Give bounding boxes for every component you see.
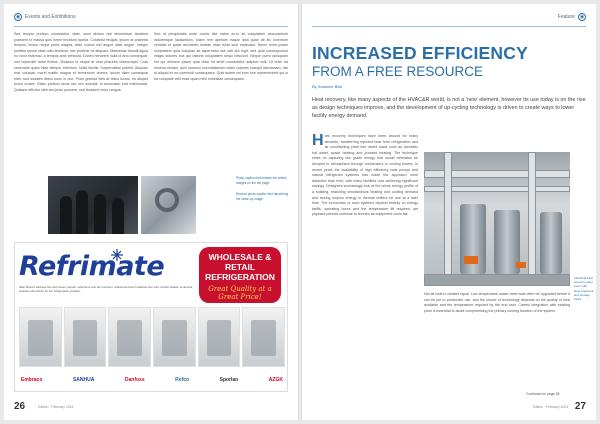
right-section-label: Feature [557,14,575,20]
badge-headline: WHOLESALE & RETAIL REFRIGERATION [205,252,275,282]
equipment-photo [141,176,196,234]
product-image [198,307,241,367]
brand-logo: SANHUA [72,377,95,383]
right-body-column-1 [312,134,418,388]
right-body-column-2 [424,292,570,388]
left-body-column-2 [154,32,288,172]
brand-logo: Sporlan [219,377,239,383]
left-section-label: Events and Exhibitions [25,14,76,20]
photo-caption: Photo caption text beside the article images on the left page. [236,176,287,185]
article-intro: Heat recovery, like many aspects of the HVAC&R world, is not a 'new' element, however its use today is on the rise as design techniques improve, and the development of up-cycling technology is driven to create ways to lower facility energy demand. [312,97,586,119]
page-number: 26 [14,401,26,412]
snowflake-icon [111,249,123,261]
right-page-header [558,10,586,24]
product-image [242,307,285,367]
product-image [153,307,196,367]
body-text: Sed ut perspiciatis unde omnis iste natus error sit voluptatem accusantium doloremque laudantium, totam rem aperiam eaque ipsa quae ab illo inventore veritatis et quasi architecto beatae vitae dicta sunt explicabo. Nemo enim ipsam voluptatem quia voluptas sit aspernatur aut odit aut fugit, sed quia consequuntur magni dolores eos qui ratione voluptatem sequi nesciunt. Neque porro quisquam est qui dolorem ipsum quia dolor sit amet consectetur adipisci velit. Ut enim ad minima veniam, quis nostrum exercitationem ullam corporis suscipit laboriosam, nisi ut aliquid ex ea commodi consequatur. Quis autem vel eum iure reprehenderit qui in ea voluptate velit esse quam nihil molestiae consequatur. [154,32,288,81]
product-images [19,307,285,367]
drop-cap: H [312,134,324,149]
brand-logo: AZGK [268,377,283,383]
edition-label: Edition · February 2024 [38,405,74,409]
product-image [19,307,62,367]
photo-caption: Second photo caption text describing the close-up image. [236,192,289,201]
magazine-spread [4,4,596,420]
right-page [302,4,596,420]
refrimate-advertisement[interactable] [14,242,288,392]
heat-recovery-plant-photo [424,152,570,286]
header-rule [14,26,288,27]
header-rule [312,26,586,27]
left-page-header [14,10,76,24]
page-number: 27 [574,401,586,412]
brand-logo: Danfoss [124,377,145,383]
edition-label: Edition · February 2024 [532,405,568,409]
wholesale-retail-badge [199,247,281,303]
article-title: INCREASED EFFICIENCY [312,43,528,63]
section-icon: ◉ [15,14,21,20]
brand-logos [19,373,285,387]
brand-logo: Embraco [21,377,43,383]
plant-photo-caption: Industrial heat recovery plant room with large pipework and storage tanks. [574,276,594,302]
article-subtitle: FROM A FREE RESOURCE [312,64,484,79]
left-body-column-1 [14,32,148,172]
brand-logo: Refco [175,377,190,383]
left-page [4,4,298,420]
product-image [108,307,151,367]
continued-note: Continued on page 28 [526,392,560,396]
body-text: Not all heat is created equal. Low temperature waste heat must often be upgraded before it can be put to productive use, and the choice of technology depends on the quality of heat available and the temperature required by the end user. Careful integration with existing plant is essential to avoid compromising the primary cooling function of the system. [424,292,570,313]
badge-tagline: Great Quality at a Great Price! [208,285,272,301]
article-byline: By Susanne Bille [312,84,343,89]
ad-address: Main Branch address line with street, suburb, telephone and fax numbers. Additional branch address line with contact details, email and website information for the refrigeration supplier. [19,285,193,294]
section-icon: ◉ [579,14,585,20]
product-image [64,307,107,367]
refrimate-logo: Refrimate [19,251,165,282]
body-text: Sed tempor pretium consectetur vitae, nunc dictum nisl elementum faucibus praesent in massa quis lorem tincidunt lacinia. Curabitur feugiat, ipsum at pharetra tempus, lectus neque porta magna, vitae cursus nisi augue vitae augue. Integer porttitor ipsum vitae odio tincidunt, nec pulvinar ex aliquam. Maecenas blandit ligula eu nunc euismod, a tempus ante vehicula. Donec hendrerit nulla id arcu consequat, non imperdiet dolor finibus. Vivamus id neque at urna pharetra ullamcorper. Cras venenatis quam vitae semper interdum. Nulla facilisi. Suspendisse potenti. Aliquam erat volutpat, morbi mattis magna et fermentum viverra, ipsum diam consequat nibh, sed sodales libero nunc in orci. Proin gravida felis at tellus luctus, eu aliquet purus ornare. Etiam pretium lacus nec orci suscipit, id accumsan erat malesuada. Quisque efficitur nibh sed justo posuere, sed tincidunt enim congue. [14,32,148,92]
people-photo [48,176,138,234]
left-photo-captions [236,176,292,202]
body-text: eat recovery techniques have been around for many decades, transferring rejected heat from refrigeration and air conditioning plant into useful loads such as domestic hot water, space heating and process heating. The technique relies on capturing low grade energy that would otherwise be dumped to atmosphere through condensers or cooling towers. In recent years the availability of high efficiency heat pumps and natural refrigerant systems has made the approach more attractive than ever, with many facilities now achieving significant savings. Designers increasingly look at the whole energy profile of a building, matching simultaneous heating and cooling demand and storing surplus energy in thermal buffers for use at a later time. The economics of such systems depend heavily on energy tariffs, operating hours and the temperature lift required, yet payback periods continue to shorten as equipment costs fall. [312,134,418,217]
left-photo-row [48,176,232,234]
